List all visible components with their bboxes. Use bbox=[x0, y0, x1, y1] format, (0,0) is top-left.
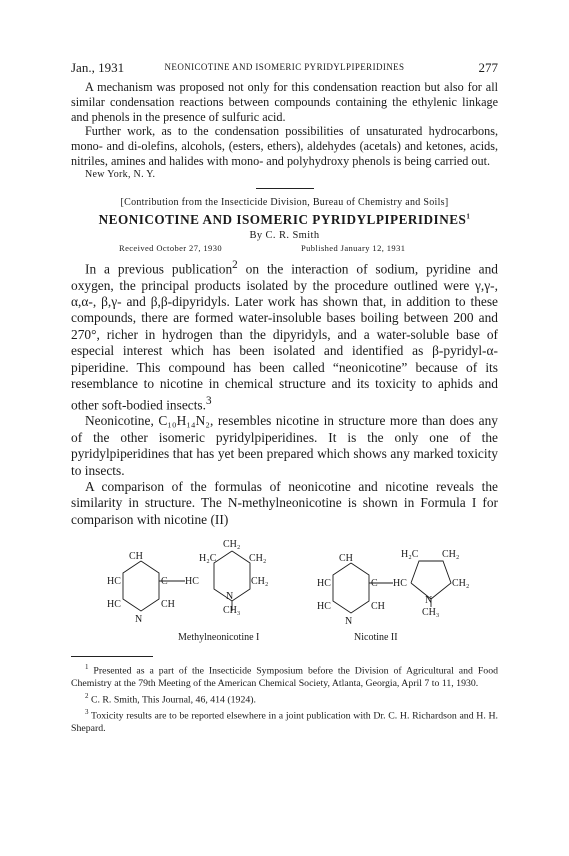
page-number: 277 bbox=[478, 60, 498, 75]
f2-n-pyrr: N bbox=[425, 595, 433, 607]
f2-ch2-top: CH₂ bbox=[442, 549, 460, 561]
f1-ch3: CH₃ bbox=[223, 605, 241, 617]
body-paragraph-1 bbox=[71, 257, 498, 414]
caption-methylneonicotine: Methylneonicotine I bbox=[178, 632, 260, 644]
caption-nicotine: Nicotine II bbox=[354, 632, 398, 644]
f2-ch: CH bbox=[339, 553, 353, 565]
f1-n-pip: N bbox=[226, 591, 234, 603]
article-title bbox=[71, 212, 498, 228]
f2-ch2-right: CH₂ bbox=[452, 578, 470, 590]
header-title: NEONICOTINE AND ISOMERIC PYRIDYLPIPERIDINES bbox=[164, 62, 405, 72]
f1-ch2-lower: CH₂ bbox=[251, 576, 269, 588]
section-divider bbox=[256, 188, 314, 189]
footnote-2-mark: 2 bbox=[85, 691, 89, 700]
body-paragraph-3: A comparison of the formulas of neonicotine and nicotine reveals the similarity in structure. The N-methylneonicotine is shown in Formula I for comparison with nicotine (II) bbox=[71, 479, 498, 527]
article-author: By C. R. Smith bbox=[249, 229, 320, 241]
prev-location: New York, N. Y. bbox=[85, 168, 156, 180]
footnote-2 bbox=[71, 690, 498, 706]
footnote-3-text: Toxicity results are to be reported elsewhere in a joint publication with Dr. C. H. Richardson and H. H. Shepard. bbox=[71, 710, 499, 734]
article-dates bbox=[71, 243, 498, 257]
footnote-3 bbox=[71, 706, 498, 735]
journal-page bbox=[71, 60, 498, 735]
contribution-line: [Contribution from the Insecticide Division, Bureau of Chemistry and Soils] bbox=[120, 196, 449, 208]
f1-ch: CH bbox=[129, 551, 143, 563]
structural-formulas bbox=[71, 531, 498, 653]
body-paragraph-2: Neonicotine, C₁₀H₁₄N₂, resembles nicotine in structure more than does any of the other isomeric pyridylpiperidines. It is the only one of the pyridylpiperidines that has yet been prepared which shows any marked toxicity to insects. bbox=[71, 413, 498, 478]
footnote-divider bbox=[71, 656, 153, 657]
pyrrolidine-ring-2 bbox=[411, 561, 451, 599]
formula-drawing bbox=[71, 531, 498, 653]
footnote-3-mark: 3 bbox=[85, 708, 89, 717]
title-footnote-marker[interactable]: 1 bbox=[466, 212, 471, 221]
footnote-1-text: Presented as a part of the Insecticide Symposium before the Division of Agricultural and Food Chemistry at the 79th Meeting of the American Chemical Society, Atlanta, Georgia, April 7 to 11, 1930. bbox=[71, 665, 498, 689]
f2-ch-lower: CH bbox=[371, 601, 385, 613]
f1-c: C bbox=[161, 576, 168, 588]
footnote-ref-2[interactable]: 2 bbox=[232, 258, 238, 271]
pyridine-ring-1 bbox=[123, 561, 159, 611]
f2-n-pyr: N bbox=[345, 616, 353, 628]
footnote-ref-3[interactable]: 3 bbox=[206, 394, 212, 407]
f2-hc-mid: HC bbox=[393, 578, 407, 590]
f1-ch-lower: CH bbox=[161, 599, 175, 611]
article-title-text: NEONICOTINE AND ISOMERIC PYRIDYLPIPERIDINES bbox=[98, 211, 467, 227]
f1-hc-mid: HC bbox=[185, 576, 199, 588]
f1-n-pyr: N bbox=[135, 614, 143, 626]
prev-paragraph-1: A mechanism was proposed not only for this condensation reaction but also for all similar condensation reactions between compounds containing the ethylenic linkage and phenols in the presence of sulfuric acid. bbox=[71, 80, 498, 124]
footnote-2-text: C. R. Smith, This Journal, 46, 414 (1924). bbox=[90, 694, 256, 706]
p1-text-a: In a previous publication bbox=[85, 261, 233, 277]
f2-hc-upper: HC bbox=[317, 578, 331, 590]
formula-2 bbox=[317, 549, 469, 643]
header-date: Jan., 1931 bbox=[71, 60, 125, 75]
received-date: Received October 27, 1930 bbox=[119, 242, 222, 253]
f2-c: C bbox=[371, 578, 378, 590]
footnote-1-mark: 1 bbox=[85, 663, 89, 672]
f1-ch2-top: CH₂ bbox=[223, 539, 241, 551]
published-date: Published January 12, 1931 bbox=[301, 242, 406, 253]
f1-ch2-right: CH₂ bbox=[249, 553, 267, 565]
pyridine-ring-2 bbox=[333, 563, 369, 613]
p1-text-b: on the interaction of sodium, pyridine and oxygen, the principal products isolated by the procedure outlined were γ,γ-, α,α-, β,γ- and β,β-dipyridyls. Later work has shown that, in addition to these compounds, there are formed water-insoluble bases boiling between 200 and 270°, richer in hydrogen than the dipyridyls, and a water-soluble base of especial interest which has been isolated and identified as β-pyridyl-α-piperidine. This compound has been called “neonicotine” because of its resemblance to nicotine in chemical structure and its toxicity to aphids and other soft-bodied insects. bbox=[71, 261, 498, 412]
footnote-1 bbox=[71, 661, 498, 690]
f2-h2c: H₂C bbox=[401, 549, 419, 561]
f2-hc-lower: HC bbox=[317, 601, 331, 613]
prev-paragraph-2: Further work, as to the condensation possibilities of unsaturated hydrocarbons, mono- and di-olefins, alcohols, (esters, ethers), aldehydes (acetals) and ketones, acids, nitriles, amines and halides with mono- and polyhydroxy phenols is being carried out. bbox=[71, 124, 498, 168]
f1-h2c: H₂C bbox=[199, 553, 217, 565]
f2-ch3: CH₃ bbox=[422, 607, 440, 619]
running-header bbox=[71, 60, 498, 80]
f1-hc-upper: HC bbox=[107, 576, 121, 588]
formula-1 bbox=[107, 539, 268, 643]
f1-hc-lower: HC bbox=[107, 599, 121, 611]
